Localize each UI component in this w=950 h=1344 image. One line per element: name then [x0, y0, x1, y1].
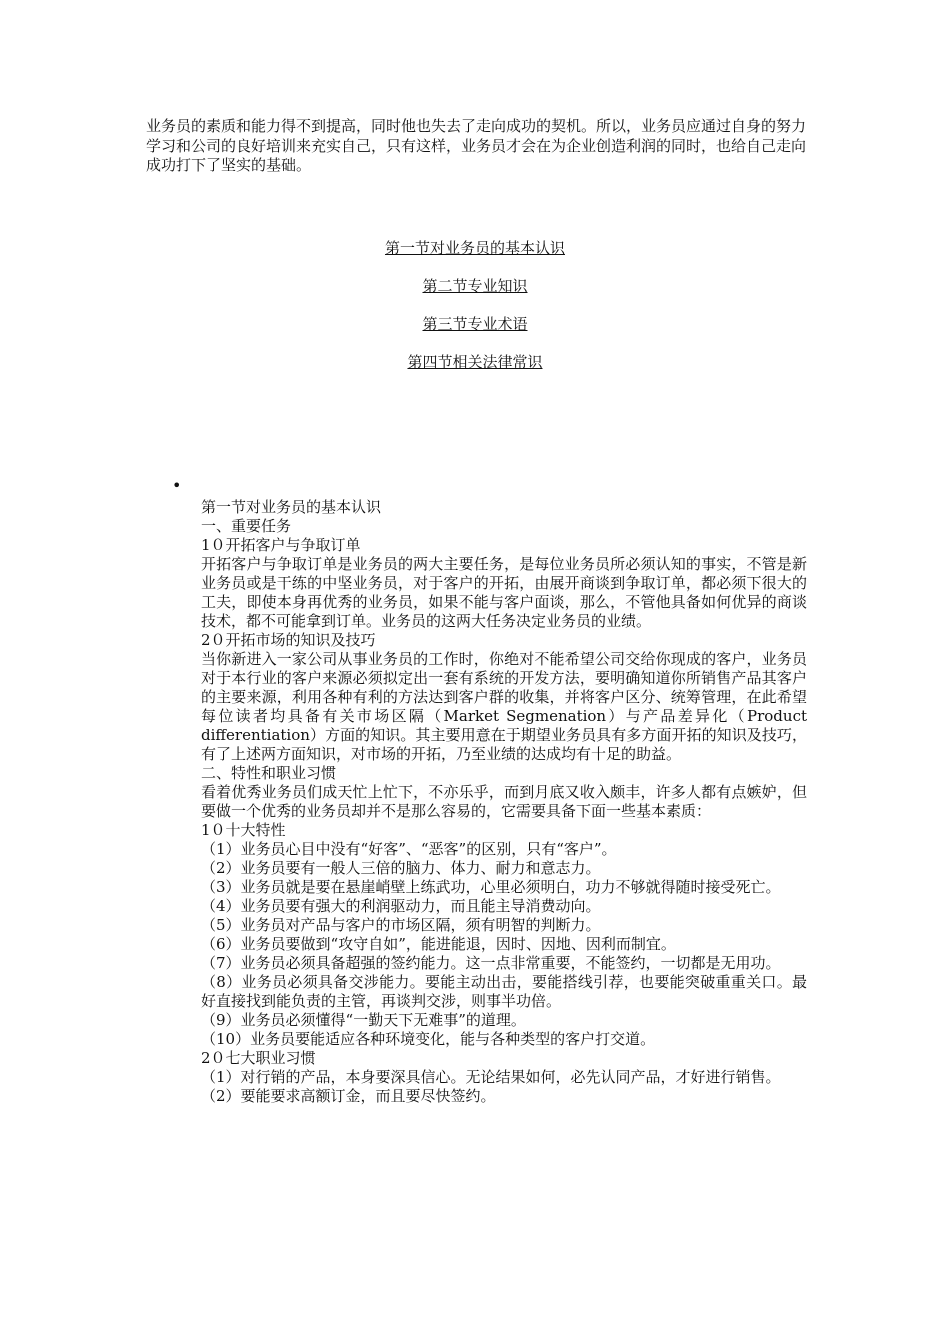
- subheading-market-skills: 2０开拓市场的知识及技巧: [201, 631, 376, 649]
- table-of-contents: [0, 238, 950, 390]
- toc-link-section-4[interactable]: 第四节相关法律常识: [407, 353, 543, 371]
- heading-important-tasks: 一、重要任务: [201, 517, 292, 535]
- trait-item: （1）业务员心目中没有“好客”、“恶客”的区别，只有“客户”。: [201, 840, 617, 858]
- list-bullet: •: [172, 476, 182, 495]
- heading-traits-habits: 二、特性和职业习惯: [201, 764, 337, 782]
- section-content: [201, 498, 807, 1106]
- paragraph-market-skills: 当你新进入一家公司从事业务员的工作时，你绝对不能希望公司交给你现成的客户，业务员对于本行业的客户来源必须拟定出一套有系统的开发方法，要明确知道你所销售产品其客户的主要来源，利用各种有利的方法达到客户群的收集，并将客户区分、统筹管理，在此希望每位读者均具备有关市场区隔（Market Segmenation）与产品差异化（Product differentiation）方面的知识。其主要用意在于期望业务员具有多方面开拓的知识及技巧，有了上述两方面知识，对市场的开拓，乃至业绩的达成均有十足的助益。: [201, 650, 807, 763]
- trait-item: （3）业务员就是要在悬崖峭壁上练武功，心里必须明白，功力不够就得随时接受死亡。: [201, 878, 781, 896]
- trait-item: （4）业务员要有强大的利润驱动力，而且能主导消费动向。: [201, 897, 601, 915]
- paragraph-customers-orders: 开拓客户与争取订单是业务员的两大主要任务，是每位业务员所必须认知的事实，不管是新业务员或是干练的中坚业务员，对于客户的开拓，由展开商谈到争取订单，都必须下很大的工夫，即使本身再优秀的业务员，如果不能与客户面谈，那么，不管他具备如何优异的商谈技术，都不可能拿到订单。业务员的这两大任务决定业务员的业绩。: [201, 555, 807, 630]
- section-title: 第一节对业务员的基本认识: [201, 498, 382, 516]
- trait-item: （10）业务员要能适应各种环境变化，能与各种类型的客户打交道。: [201, 1030, 656, 1048]
- toc-link-section-1[interactable]: 第一节对业务员的基本认识: [384, 239, 565, 257]
- intro-paragraph: 业务员的素质和能力得不到提高，同时他也失去了走向成功的契机。所以，业务员应通过自身的努力学习和公司的良好培训来充实自己，只有这样，业务员才会在为企业创造利润的同时，也给自己走向成功打下了坚实的基础。: [146, 117, 807, 174]
- trait-item: （7）业务员必须具备超强的签约能力。这一点非常重要，不能签约，一切都是无用功。: [201, 954, 781, 972]
- subheading-customers-orders: 1０开拓客户与争取订单: [201, 536, 361, 554]
- toc-link-section-2[interactable]: 第二节专业知识: [422, 277, 528, 295]
- trait-item: （9）业务员必须懂得“一勤天下无难事”的道理。: [201, 1011, 526, 1029]
- toc-link-section-3[interactable]: 第三节专业术语: [422, 315, 528, 333]
- subheading-ten-traits: 1０十大特性: [201, 821, 286, 839]
- subheading-seven-habits: 2０七大职业习惯: [201, 1049, 316, 1067]
- trait-item: （6）业务员要做到“攻守自如”，能进能退，因时、因地、因利而制宜。: [201, 935, 676, 953]
- trait-item: （5）业务员对产品与客户的市场区隔，须有明智的判断力。: [201, 916, 601, 934]
- habit-item: （2）要能要求高额订金，而且要尽快签约。: [201, 1087, 496, 1105]
- trait-item: （8）业务员必须具备交涉能力。要能主动出击，要能搭线引荐，也要能突破重重关口。最好直接找到能负责的主管，再谈判交涉，则事半功倍。: [201, 973, 807, 1010]
- paragraph-traits-intro: 看着优秀业务员们成天忙上忙下，不亦乐乎，而到月底又收入颇丰，许多人都有点嫉妒，但要做一个优秀的业务员却并不是那么容易的，它需要具备下面一些基本素质：: [201, 783, 807, 820]
- habit-item: （1）对行销的产品，本身要深具信心。无论结果如何，必先认同产品，才好进行销售。: [201, 1068, 781, 1086]
- trait-item: （2）业务员要有一般人三倍的脑力、体力、耐力和意志力。: [201, 859, 601, 877]
